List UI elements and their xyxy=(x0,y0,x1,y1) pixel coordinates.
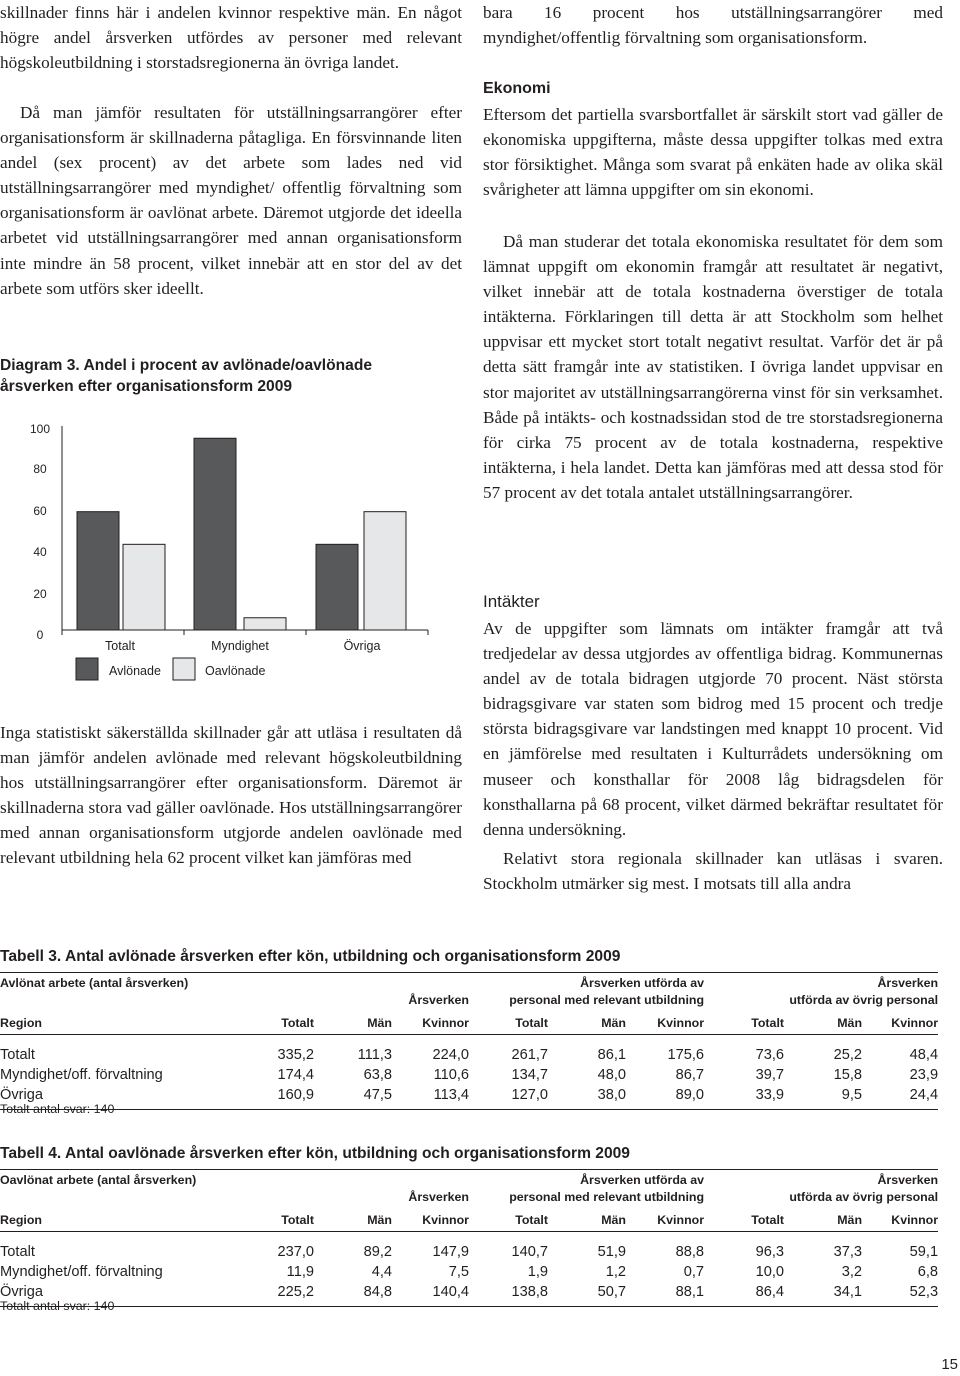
body-paragraph: bara 16 procent hos utställningsarrangörer med myndighet/offentlig förvaltning som organisationsform. xyxy=(483,3,943,48)
table-cell: 86,4 xyxy=(704,1282,784,1307)
table-cell: 225,2 xyxy=(215,1282,314,1307)
bar-oavlönade-övriga xyxy=(364,512,406,630)
bar-chart xyxy=(0,410,462,692)
table-cell: 51,9 xyxy=(597,1244,626,1260)
table-cell: 52,3 xyxy=(862,1282,938,1307)
table-body xyxy=(0,1035,938,1110)
page-number: 15 xyxy=(941,1356,958,1373)
column-header: Kvinnor xyxy=(392,1009,469,1035)
table-cell: 23,9 xyxy=(909,1067,939,1083)
row-label: Totalt xyxy=(0,1244,35,1260)
table-row xyxy=(0,1035,938,1066)
table-cell: 84,8 xyxy=(314,1282,392,1307)
column-header: Totalt xyxy=(704,1009,784,1035)
table-cell: 110,6 xyxy=(433,1067,469,1083)
column-header: Män xyxy=(784,1009,862,1035)
body-paragraph: skillnader finns här i andelen kvinnor respektive män. En något högre andel årsverken utfördes av personer med relevant högskoleutbildning i storstadsregionerna än övriga landet. xyxy=(0,3,462,73)
table-cell: 39,7 xyxy=(755,1067,785,1083)
table-cell: 25,2 xyxy=(833,1047,863,1063)
table-cell: 7,5 xyxy=(448,1264,469,1280)
table-cell: 37,3 xyxy=(833,1244,863,1260)
y-tick-label: 60 xyxy=(33,504,47,518)
table-cell: 174,4 xyxy=(277,1067,314,1083)
column-header: Män xyxy=(314,1206,392,1232)
column-header: Kvinnor xyxy=(392,1206,469,1232)
body-paragraph: Inga statistiskt säkerställda skillnader går att utläsa i resultaten då man jämför andelen avlönade med relevant högskoleutbildning hos utställningsarrangörer efter organisationsform. Däremot är skillnaderna stora vad gäller oavlönade. Hos utställningsarrangörer med annan organisationsform utgjorde andelen oavlönade med relevant utbildning hela 62 procent vilket kan jämföras med xyxy=(0,723,462,868)
column-group-header: Årsverken utförda av övrig personal xyxy=(789,1173,939,1204)
column-header: Kvinnor xyxy=(862,1206,938,1232)
bar-oavlönade-myndighet xyxy=(244,618,286,630)
legend-label: Oavlönade xyxy=(205,664,266,678)
table-cell: 89,2 xyxy=(363,1244,392,1260)
bar-avlönade-myndighet xyxy=(194,438,236,630)
table-cell: 89,0 xyxy=(626,1085,704,1110)
row-label: Myndighet/off. förvaltning xyxy=(0,1264,163,1280)
table-cell: 96,3 xyxy=(755,1244,785,1260)
table-cell: 88,1 xyxy=(626,1282,704,1307)
table-row xyxy=(0,1232,938,1263)
diagram-title-line: årsverken efter organisationsform 2009 xyxy=(0,378,293,395)
column-header: Män xyxy=(784,1206,862,1232)
column-header: Kvinnor xyxy=(626,1206,704,1232)
table-row xyxy=(0,1085,938,1110)
bar-avlönade-totalt xyxy=(77,512,119,630)
table-cell: 15,8 xyxy=(833,1067,863,1083)
table-cell: 59,1 xyxy=(909,1244,939,1260)
table-cell: 9,5 xyxy=(784,1085,862,1110)
table-group-label: Oavlönat arbete (antal årsverken) xyxy=(0,1173,197,1187)
table-cell: 1,9 xyxy=(527,1264,548,1280)
data-table xyxy=(0,972,938,1110)
column-header: Totalt xyxy=(704,1206,784,1232)
table-cell: 24,4 xyxy=(862,1085,938,1110)
table-cell: 88,8 xyxy=(675,1244,705,1260)
x-tick-label: Totalt xyxy=(105,639,135,653)
column-header: Totalt xyxy=(469,1009,548,1035)
table-cell: 86,1 xyxy=(597,1047,626,1063)
column-group-header: Årsverken utförda av personal med relevant utbildning xyxy=(509,1173,705,1204)
section-heading: Ekonomi xyxy=(483,80,551,97)
y-tick-label: 20 xyxy=(33,587,47,601)
body-paragraph: Av de uppgifter som lämnats om intäkter framgår att två tredjedelar av dessa utgjordes av offentliga bidrag. Kommunernas andel av de totala bidragen utgjorde 70 procent. Näst största bidragsgivare var staten som bidrog med 15 procent och tredje största bidragsgivare var landstingen med knappt 10 procent. Vid en jämförelse med resultaten i Kulturrådets undersökning om museer och konsthallar för 2008 låg bidragsdelen för konsthallarna på 68 procent, vilket därmed bekräftar resultatet för denna undersökning. xyxy=(483,619,943,839)
body-paragraph: Relativt stora regionala skillnader kan utläsas i svaren. Stockholm utmärker sig mest. I motsats till alla andra xyxy=(483,849,943,894)
y-tick-label: 0 xyxy=(36,628,44,642)
body-paragraph: Då man jämför resultaten för utställningsarrangörer efter organisationsform är skillnaderna påtagliga. En försvinnande liten andel (sex procent) av det arbete som lades ned vid utställningsarrangörer med myndighet/ offentlig förvaltning som organisationsform är oavlönat arbete. Däremot utgjorde det ideella arbetet vid utställningsarrangörer med annan organisationsform inte mindre än 58 procent, vilket innebär att en stor del av det arbete som utförs sker ideellt. xyxy=(0,103,462,298)
table-cell: 3,2 xyxy=(841,1264,863,1280)
body-paragraph: Eftersom det partiella svarsbortfallet är särskilt stort vad gäller de ekonomiska uppgifterna, måste dessa uppgifter tolkas med extra stor försiktighet. Många som svarat på enkäten hade av olika skäl svårigheter att lämna uppgifter om sin ekonomi. xyxy=(483,105,943,200)
table-cell: 140,7 xyxy=(511,1244,548,1260)
legend-swatch xyxy=(173,658,195,680)
table-cell: 1,2 xyxy=(605,1264,626,1280)
row-label: Övriga xyxy=(0,1085,215,1110)
table-row xyxy=(0,1065,938,1085)
table-cell: 47,5 xyxy=(314,1085,392,1110)
table-cell: 86,7 xyxy=(675,1067,705,1083)
table-cell: 48,4 xyxy=(909,1047,939,1063)
table-cell: 34,1 xyxy=(784,1282,862,1307)
y-tick-label: 40 xyxy=(33,545,47,559)
table-cell: 261,7 xyxy=(511,1047,548,1063)
table-cell: 113,4 xyxy=(392,1085,469,1110)
table-cell: 48,0 xyxy=(597,1067,626,1083)
table-cell: 127,0 xyxy=(469,1085,548,1110)
table-cell: 11,9 xyxy=(286,1264,314,1280)
table-title: Tabell 3. Antal avlönade årsverken efter kön, utbildning och organisationsform 2009 xyxy=(0,948,621,965)
column-header: Kvinnor xyxy=(862,1009,938,1035)
table-cell: 138,8 xyxy=(469,1282,548,1307)
table-note: Totalt antal svar: 140 xyxy=(0,1299,115,1313)
column-header: Region xyxy=(0,1206,215,1232)
table-cell: 63,8 xyxy=(363,1067,392,1083)
table-cell: 134,7 xyxy=(511,1067,548,1083)
row-label: Totalt xyxy=(0,1047,35,1063)
x-tick-label: Övriga xyxy=(343,639,381,653)
column-group-header: Årsverken xyxy=(408,993,469,1007)
body-paragraph: Då man studerar det totala ekonomiska resultatet för dem som lämnat uppgift om ekonomin framgår att resultatet är negativt, vilket innebär att de totala kostnaderna överstiger de totala intäkterna. Förklaringen till detta är att Stockholm som helhet uppvisar ett mycket stort totalt negativt resultat. Varför det är på detta sätt framgår inte av statistiken. I övriga landet uppvisar en stor majoritet av utställningsarrangörerna vinst för sin verksamhet. Både på intäkts- och kostnadssidan stod de tre storstadsregionerna för cirka 75 procent av de totala kostnaderna, respektive intäkterna, i hela landet. Detta kan jämföras med att dessa stod för 57 procent av det totala antalet utställningsarrangörer. xyxy=(483,232,943,502)
table-body xyxy=(0,1232,938,1307)
row-label: Övriga xyxy=(0,1282,215,1307)
column-header: Kvinnor xyxy=(626,1009,704,1035)
legend-label: Avlönade xyxy=(109,664,161,678)
column-header: Män xyxy=(314,1009,392,1035)
table-cell: 335,2 xyxy=(277,1047,314,1063)
row-label: Myndighet/off. förvaltning xyxy=(0,1067,163,1083)
data-table xyxy=(0,1169,938,1307)
column-header: Män xyxy=(548,1206,626,1232)
bar-avlönade-övriga xyxy=(316,544,358,630)
table-cell: 111,3 xyxy=(357,1047,392,1063)
legend-swatch xyxy=(76,658,98,680)
diagram-title xyxy=(0,355,460,397)
column-group-header: Årsverken utförda av personal med relevant utbildning xyxy=(509,976,705,1007)
table-cell: 73,6 xyxy=(755,1047,785,1063)
column-group-header: Årsverken xyxy=(408,1190,469,1204)
table-cell: 160,9 xyxy=(215,1085,314,1110)
table-cell: 140,4 xyxy=(392,1282,469,1307)
column-group-header: Årsverken utförda av övrig personal xyxy=(789,976,939,1007)
column-header: Män xyxy=(548,1009,626,1035)
table-cell: 0,7 xyxy=(683,1264,705,1280)
table-title: Tabell 4. Antal oavlönade årsverken efter kön, utbildning och organisationsform 2009 xyxy=(0,1145,630,1162)
table-row xyxy=(0,1282,938,1307)
diagram-title-line: Diagram 3. Andel i procent av avlönade/oavlönade xyxy=(0,357,373,374)
y-tick-label: 100 xyxy=(29,422,51,436)
section-heading: Intäkter xyxy=(483,592,540,611)
column-header: Region xyxy=(0,1009,215,1035)
bar-oavlönade-totalt xyxy=(123,544,165,630)
table-cell: 224,0 xyxy=(432,1047,469,1063)
x-tick-label: Myndighet xyxy=(211,639,269,653)
table-cell: 50,7 xyxy=(548,1282,626,1307)
column-header: Totalt xyxy=(469,1206,548,1232)
table-cell: 10,0 xyxy=(755,1264,785,1280)
table-group-label: Avlönat arbete (antal årsverken) xyxy=(0,976,189,990)
table-note: Totalt antal svar: 140 xyxy=(0,1102,115,1116)
table-cell: 4,4 xyxy=(371,1264,392,1280)
table-cell: 38,0 xyxy=(548,1085,626,1110)
table-cell: 33,9 xyxy=(704,1085,784,1110)
table-row xyxy=(0,1262,938,1282)
table-cell: 175,6 xyxy=(667,1047,705,1063)
column-header: Totalt xyxy=(215,1009,314,1035)
table-cell: 237,0 xyxy=(277,1244,314,1260)
table-cell: 147,9 xyxy=(432,1244,469,1260)
y-tick-label: 80 xyxy=(33,462,47,476)
table-cell: 6,8 xyxy=(917,1264,939,1280)
column-header: Totalt xyxy=(215,1206,314,1232)
